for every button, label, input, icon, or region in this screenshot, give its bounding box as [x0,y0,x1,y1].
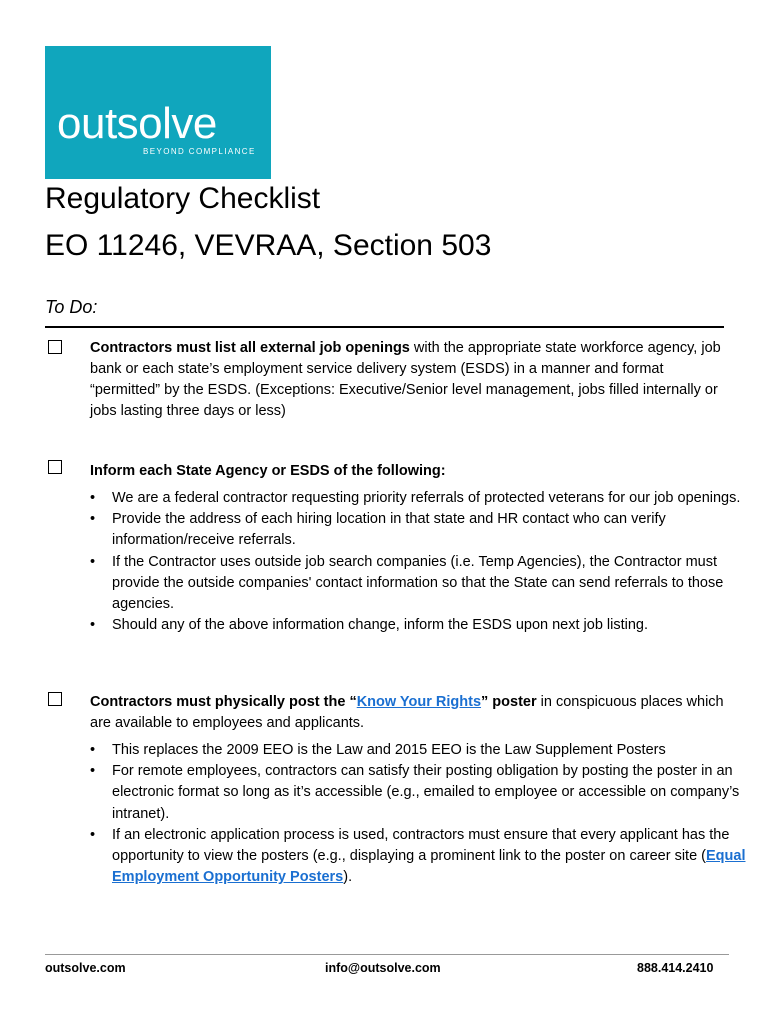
bullet-list [90,740,752,888]
item-lead: Contractors must list all external job openings [90,340,410,356]
item-lead-end: ” poster [481,694,537,710]
logo-wordmark: outsolve [57,99,217,148]
checkbox-icon[interactable] [48,692,62,706]
item-body: in conspicuous places which are available to employees and applicants. [90,694,724,731]
footer-email[interactable]: info@outsolve.com [325,961,441,975]
page-subtitle: EO 11246, VEVRAA, Section 503 [45,229,492,262]
todo-heading: To Do: [45,297,98,317]
eeo-posters-link[interactable]: Equal Employment Opportunity Posters [112,848,746,886]
item-text [90,461,726,482]
item-body: with the appropriate state workforce agency, job bank or each state’s employment service delivery system (ESDS) in a manner and format “permitted” by the ESDS. (Exceptions: Executive/Senior level management, jobs filled internally or jobs lasting three days or less) [90,340,721,419]
list-item: • For remote employees, contractors can satisfy their posting obligation by posting the poster in an electronic format so long as it’s accessible (e.g., emailed to employee or accessible on company’s intranet). [112,761,752,825]
page-title: Regulatory Checklist [45,182,321,215]
footer-phone: 888.414.2410 [637,961,714,975]
checkbox-icon[interactable] [48,460,62,474]
checkbox-icon[interactable] [48,340,62,354]
list-item: • If the Contractor uses outside job search companies (i.e. Temp Agencies), the Contractor must provide the outside companies' contact information so that the State can send referrals to those agencies. [112,552,752,616]
list-item-text-end: ). [343,869,353,886]
footer-website[interactable]: outsolve.com [45,961,126,975]
list-item: • This replaces the 2009 EEO is the Law and 2015 EEO is the Law Supplement Posters [112,740,752,761]
list-item [112,825,752,889]
outsolve-logo [45,46,271,179]
heading-divider [45,326,724,328]
footer-divider [45,954,729,955]
item-lead: Contractors must physically post the “ [90,694,357,710]
item-text [90,692,726,734]
list-item-text: If an electronic application process is used, contractors must ensure that every applicant has the opportunity to view the posters (e.g., displaying a prominent link to the poster on career site ( [112,826,730,865]
list-item: • Provide the address of each hiring location in that state and HR contact who can verify information/receive referrals. [112,509,752,551]
know-your-rights-link[interactable]: Know Your Rights [356,694,482,710]
logo-tagline: BEYOND COMPLIANCE [143,147,256,156]
item-text [90,338,726,422]
list-item: • Should any of the above information change, inform the ESDS upon next job listing. [112,615,752,636]
list-item: • We are a federal contractor requesting priority referrals of protected veterans for our job openings. [112,488,752,509]
bullet-list [90,488,752,636]
item-lead: Inform each State Agency or ESDS of the following: [90,463,446,479]
